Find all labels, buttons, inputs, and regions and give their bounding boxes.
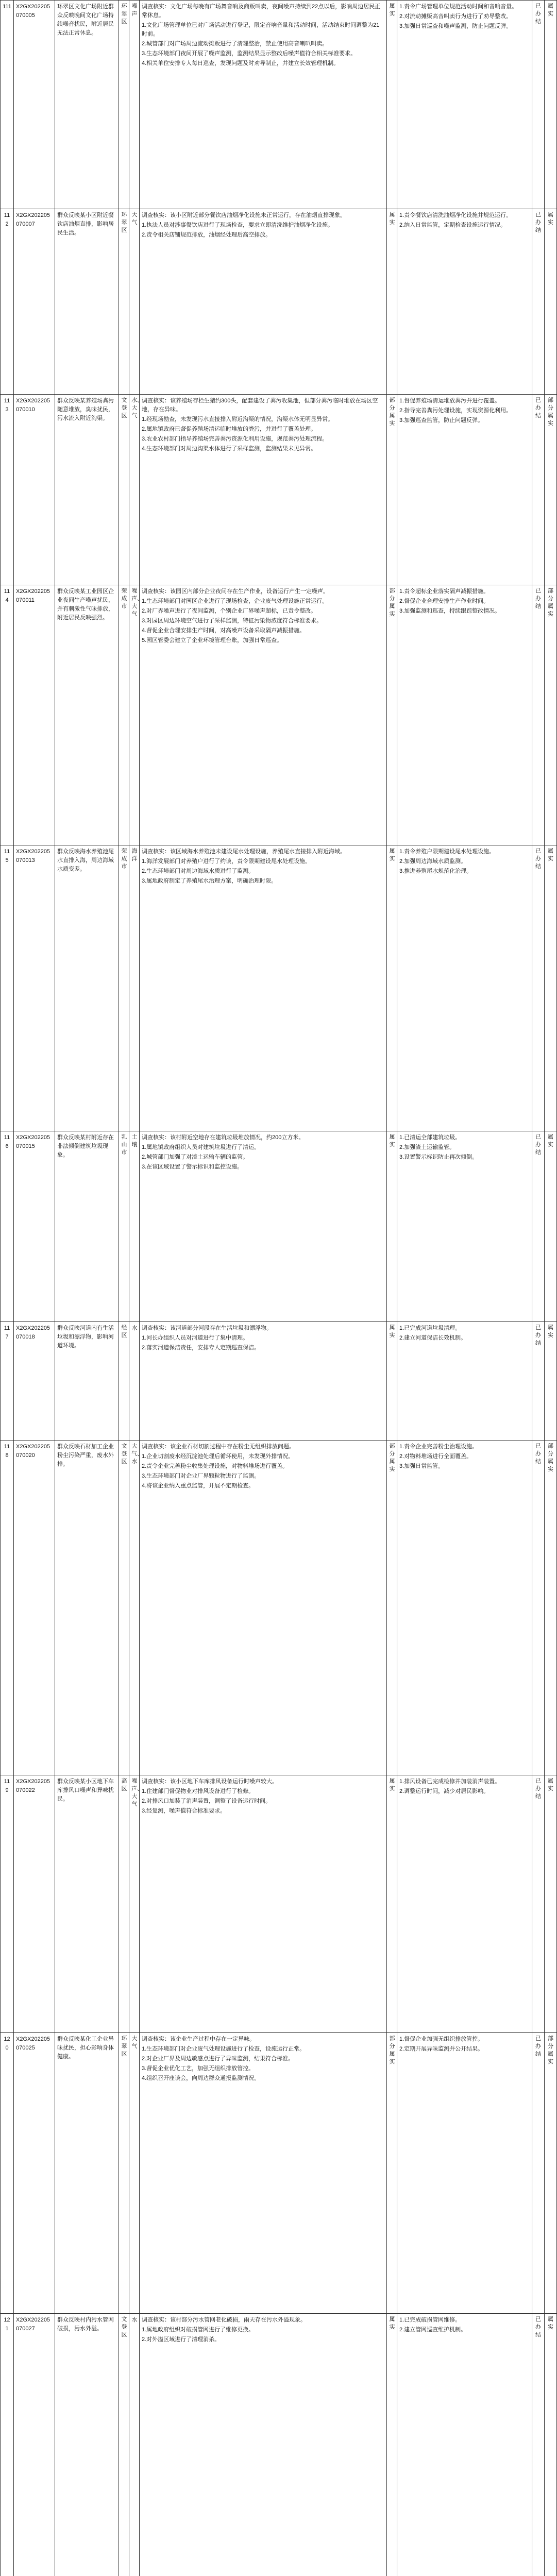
handling-result-paragraph: 2.指导完善粪污处理设施，实现资源化利用。: [399, 408, 512, 414]
accuracy-status: [545, 2314, 557, 2576]
pollution-type: [129, 395, 143, 585]
investigation-details-paragraph: 调查核实：该养殖场存栏生猪约300头，配套建设了粪污收集池，但部分粪污临时堆放在场区空地，存在异味。: [142, 398, 378, 413]
handling-result: [397, 209, 532, 395]
pollution-type: [129, 1131, 140, 1322]
accuracy-status: [545, 1, 557, 209]
investigation-details-paragraph: 4.将该企业纳入重点监管，开展不定期检查。: [142, 1483, 255, 1489]
accuracy-status: [545, 395, 557, 585]
handling-result-paragraph: 1.排风设备已完成检修并加装消声装置。: [399, 1778, 501, 1785]
row-number: 120: [1, 2033, 14, 2314]
investigation-details-paragraph: 调查核实：该园区内部分企业夜间存在生产作业，设备运行产生一定噪声。: [142, 588, 329, 595]
complaint-content: 群众反映河道内有生活垃圾和漂浮物，影响河道环境。: [55, 1322, 119, 1440]
investigation-details-paragraph: 2.城管部门加强了对渣土运输车辆的监管。: [142, 1154, 249, 1161]
district: [119, 1775, 129, 2033]
investigation-details-paragraph: 1.生态环境部门对园区企业进行了现场检查，企业废气处理设施正常运行。: [142, 598, 328, 605]
accuracy-status-text: 属实: [548, 3, 553, 17]
investigation-details-paragraph: 4.生态环境部门对周边沟渠水体进行了采样监测，监测结果未见异常。: [142, 446, 317, 452]
completion-status-text: 已办结: [535, 588, 541, 609]
pollution-type: [129, 2033, 140, 2314]
investigation-details: [140, 1131, 387, 1322]
investigation-details-paragraph: 调查核实：该区域海水养殖池未建设尾水处理设施，养殖尾水直接排入附近海域。: [142, 849, 346, 855]
investigation-details-paragraph: 3.生态环境部门对企业厂界颗粒物进行了监测。: [142, 1473, 260, 1480]
investigation-details-paragraph: 1.经现场勘查，未发现污水直接排入附近沟渠的情况，沟渠水体无明显异常。: [142, 416, 334, 423]
accuracy-status-text: 部分属实: [548, 2036, 553, 2065]
accuracy-status-text: 部分属实: [548, 397, 553, 427]
table-row: [1, 1131, 557, 1322]
pollution-type-text: 土壤: [131, 1134, 138, 1148]
row-number: 112: [1, 209, 14, 395]
pollution-type-text: 噪声、大气: [131, 1778, 143, 1807]
complaint-content: 环翠区文化广场附近群众反映晚间文化广场持续噪音扰民，附近居民无法正常休息。: [55, 1, 119, 209]
pollution-type-text: 大气: [131, 212, 138, 226]
handling-result-paragraph: 1.责令企业完善粉尘治理设施。: [399, 1444, 478, 1450]
investigation-details: [140, 2314, 387, 2576]
accuracy-status-text: 属实: [548, 848, 553, 862]
district: [119, 1440, 129, 1775]
verdict: [387, 1131, 397, 1322]
verdict-text: 部分属实: [389, 1443, 395, 1472]
handling-result: [397, 585, 532, 845]
handling-result-paragraph: 1.督促养殖场清运堆放粪污并进行覆盖。: [399, 398, 501, 404]
investigation-details-paragraph: 2.对企业厂界及周边敏感点进行了异味监测，结果符合标准。: [142, 2056, 294, 2062]
verdict-text: 属实: [389, 212, 395, 226]
completion-status-text: 已办结: [535, 2316, 541, 2338]
complaint-content: 群众反映某小区附近餐饮店油烟直排，影响居民生活。: [55, 209, 119, 395]
district-text: 文登区: [121, 397, 127, 419]
accuracy-status: [545, 845, 557, 1131]
district: [119, 209, 129, 395]
accuracy-status-text: 属实: [548, 2316, 553, 2330]
investigation-details-paragraph: 1.属地镇政府组织人员对建筑垃圾进行了清运。: [142, 1144, 260, 1151]
district-text: 环翠区: [121, 212, 127, 233]
table-row: [1, 209, 557, 395]
investigation-details-paragraph: 3.督促企业优化工艺，加强无组织排放管控。: [142, 2065, 255, 2072]
accuracy-status: [545, 209, 557, 395]
complaint-content: 群众反映海水养殖池尾水直排入海，周边海域水质变差。: [55, 845, 119, 1131]
accuracy-status-text: 部分属实: [548, 1443, 553, 1472]
handling-result: [397, 1775, 532, 2033]
table-row: [1, 845, 557, 1131]
pollution-type: [129, 1440, 143, 1775]
handling-result-paragraph: 3.推进养殖尾水规范化治理。: [399, 868, 472, 875]
row-number: 111: [1, 1, 14, 209]
completion-status: [532, 845, 545, 1131]
verdict-text: 部分属实: [389, 397, 395, 427]
handling-result-paragraph: 2.对流动摊贩高音叫卖行为进行了劝导整改。: [399, 13, 512, 20]
complaint-code: X2GX202205070010: [14, 395, 55, 585]
row-number: 119: [1, 1775, 14, 2033]
investigation-details-paragraph: 2.生态环境部门对周边海域水质进行了监测。: [142, 868, 255, 875]
investigation-details-paragraph: 调查核实：该小区地下车库排风设备运行时噪声较大。: [142, 1778, 278, 1785]
handling-result-paragraph: 2.建立河道保洁长效机制。: [399, 1335, 467, 1342]
district-text: 文登区: [121, 1443, 127, 1465]
investigation-details-paragraph: 2.责令企业完善粉尘收集处理设施，对物料堆场进行覆盖。: [142, 1463, 289, 1470]
district: [119, 2033, 129, 2314]
completion-status-text: 已办结: [535, 1134, 541, 1156]
district-text: 乳山市: [121, 1134, 127, 1156]
verdict: [387, 1775, 397, 2033]
pollution-type: [129, 1322, 140, 1440]
complaint-content: 群众反映村内污水管网破损，污水外溢。: [55, 2314, 119, 2576]
table-row: [1, 395, 557, 585]
accuracy-status-text: 部分属实: [548, 588, 553, 617]
district: [119, 585, 129, 845]
complaint-content: 群众反映某化工企业异味扰民，担心影响身体健康。: [55, 2033, 119, 2314]
verdict-text: 属实: [389, 3, 395, 17]
completion-status-text: 已办结: [535, 1778, 541, 1800]
verdict-text: 属实: [389, 1134, 395, 1148]
complaint-content: 群众反映某小区地下车库排风口噪声和异味扰民。: [55, 1775, 119, 2033]
verdict: [387, 845, 397, 1131]
table-row: [1, 1775, 557, 2033]
table-row: [1, 1, 557, 209]
investigation-details: [140, 845, 387, 1131]
pollution-type-text: 水、大气: [131, 397, 143, 419]
handling-result-paragraph: 1.已清运全部建筑垃圾。: [399, 1134, 461, 1141]
investigation-details-paragraph: 1.属地政府组织对破损管网进行了维修更换。: [142, 2327, 255, 2333]
verdict: [387, 585, 397, 845]
investigation-details-paragraph: 调查核实：该小区附近部分餐饮店油烟净化设施未正常运行，存在油烟直排现象。: [142, 212, 346, 218]
complaint-code: X2GX202205070025: [14, 2033, 55, 2314]
investigation-details: [140, 209, 387, 395]
table-body: [1, 1, 557, 2576]
district: [119, 1, 129, 209]
investigation-details-paragraph: 5.园区管委会建立了企业环境管理台账，加强日常巡查。: [142, 637, 283, 644]
accuracy-status: [545, 585, 557, 845]
completion-status: [532, 1775, 545, 2033]
verdict: [387, 1440, 397, 1775]
investigation-details-paragraph: 2.责令相关店铺规范排放，油烟经处理后高空排放。: [142, 232, 272, 239]
handling-result: [397, 1322, 532, 1440]
investigation-details: [140, 2033, 387, 2314]
investigation-details-paragraph: 2.对排风口加装了消声装置，调整了设备运行时间。: [142, 1798, 272, 1805]
completion-status-text: 已办结: [535, 848, 541, 870]
verdict: [387, 1, 397, 209]
investigation-details-paragraph: 2.城管部门对广场周边流动摊贩进行了清理整治，禁止使用高音喇叭叫卖。: [142, 41, 328, 47]
verdict-text: 属实: [389, 1778, 395, 1792]
row-number: 115: [1, 845, 14, 1131]
investigation-details-paragraph: 调查核实：该企业生产过程中存在一定异味。: [142, 2036, 255, 2042]
handling-result-paragraph: 1.督促企业加强无组织排放管控。: [399, 2036, 484, 2042]
district: [119, 1131, 129, 1322]
complaint-content: 群众反映某养殖场粪污随意堆放，臭味扰民，污水流入附近沟渠。: [55, 395, 119, 585]
handling-result-paragraph: 1.已完成破损管网维修。: [399, 2317, 461, 2323]
complaint-code: X2GX202205070013: [14, 845, 55, 1131]
handling-result: [397, 2314, 532, 2576]
verdict: [387, 395, 397, 585]
pollution-type: [129, 2314, 140, 2576]
pollution-type: [129, 845, 140, 1131]
district: [119, 1322, 129, 1440]
investigation-details-paragraph: 1.企业切割废水经沉淀池处理后循环使用，未发现外排情况。: [142, 1453, 294, 1460]
handling-result-paragraph: 3.加强日常监管。: [399, 1463, 444, 1470]
investigation-details: [140, 1775, 387, 2033]
investigation-details-paragraph: 调查核实：该河道部分河段存在生活垃圾和漂浮物。: [142, 1325, 272, 1331]
district: [119, 845, 129, 1131]
investigation-details-paragraph: 调查核实：该村附近空地存在建筑垃圾堆放情况，约200立方米。: [142, 1134, 305, 1141]
complaint-code: X2GX202205070005: [14, 1, 55, 209]
district-text: 荣成市: [121, 588, 127, 609]
district: [119, 395, 129, 585]
completion-status-text: 已办结: [535, 212, 541, 233]
handling-result: [397, 395, 532, 585]
pollution-type: [129, 1775, 143, 2033]
handling-result-paragraph: 2.对物料堆场进行全面覆盖。: [399, 1453, 472, 1460]
completion-status-text: 已办结: [535, 2036, 541, 2057]
handling-result-paragraph: 2.加强周边海域水质监测。: [399, 858, 467, 865]
complaint-code: X2GX202205070022: [14, 1775, 55, 2033]
completion-status: [532, 1, 545, 209]
handling-result-paragraph: 3.加强日常巡查和噪声监测，防止问题反弹。: [399, 23, 512, 30]
accuracy-status: [545, 1322, 557, 1440]
completion-status: [532, 395, 545, 585]
table-row: [1, 585, 557, 845]
investigation-details: [140, 1, 387, 209]
complaint-code: X2GX202205070027: [14, 2314, 55, 2576]
complaint-content: 群众反映石材加工企业粉尘污染严重，废水外排。: [55, 1440, 119, 1775]
complaint-code: X2GX202205070018: [14, 1322, 55, 1440]
investigation-details: [140, 395, 387, 585]
completion-status-text: 已办结: [535, 397, 541, 419]
complaint-code: X2GX202205070007: [14, 209, 55, 395]
pollution-type: [129, 585, 143, 845]
handling-result-paragraph: 2.督促企业合理安排生产作业时间。: [399, 598, 490, 605]
handling-result: [397, 1440, 532, 1775]
district-text: 经区: [121, 1325, 127, 1338]
district-text: 荣成市: [121, 848, 127, 870]
handling-result: [397, 845, 532, 1131]
handling-result-paragraph: 3.加强监测和巡查，持续跟踪整改情况。: [399, 608, 501, 615]
investigation-details-paragraph: 1.生态环境部门对企业废气处理设施进行了检查，设施运行正常。: [142, 2046, 306, 2053]
completion-status: [532, 2033, 545, 2314]
investigation-details-paragraph: 1.河长办组织人员对河道进行了集中清理。: [142, 1335, 249, 1342]
completion-status-text: 已办结: [535, 1325, 541, 1346]
verdict: [387, 209, 397, 395]
pollution-type: [129, 1, 140, 209]
handling-result-paragraph: 1.责令餐饮店清洗油烟净化设施并规范运行。: [399, 212, 512, 218]
completion-status: [532, 585, 545, 845]
table-row: [1, 1440, 557, 1775]
completion-status: [532, 1440, 545, 1775]
completion-status: [532, 1322, 545, 1440]
row-number: 118: [1, 1440, 14, 1775]
complaint-code: X2GX202205070015: [14, 1131, 55, 1322]
row-number: 121: [1, 2314, 14, 2576]
investigation-details-paragraph: 4.相关单位安排专人每日巡查，发现问题及时劝导制止，并建立长效管理机制。: [142, 60, 340, 67]
handling-result-paragraph: 1.责令广场管理单位规范活动时间和音响音量。: [399, 4, 518, 10]
investigation-details: [140, 585, 387, 845]
verdict-text: 属实: [389, 848, 395, 862]
investigation-details-paragraph: 2.对外溢区域进行了清理消杀。: [142, 2336, 221, 2343]
investigation-details-paragraph: 2.对厂界噪声进行了夜间监测，个别企业厂界噪声超标，已责令整改。: [142, 608, 317, 615]
pollution-type-text: 水: [131, 2317, 138, 2323]
verdict-text: 属实: [389, 1325, 395, 1338]
table-row: [1, 1322, 557, 1440]
row-number: 116: [1, 1131, 14, 1322]
handling-result: [397, 2033, 532, 2314]
handling-result-paragraph: 2.纳入日常监管，定期检查设施运行情况。: [399, 222, 507, 229]
row-number: 114: [1, 585, 14, 845]
district-text: 高区: [121, 1778, 127, 1792]
accuracy-status-text: 属实: [548, 212, 553, 226]
accuracy-status-text: 属实: [548, 1325, 553, 1338]
district: [119, 2314, 129, 2576]
completion-status: [532, 2314, 545, 2576]
accuracy-status-text: 属实: [548, 1134, 553, 1148]
pollution-type-text: 噪声: [131, 3, 138, 17]
investigation-details-paragraph: 2.落实河道保洁责任，安排专人定期巡查保洁。: [142, 1345, 260, 1351]
verdict: [387, 1322, 397, 1440]
complaint-code: X2GX202205070011: [14, 585, 55, 845]
investigation-details-paragraph: 1.文化广场管理单位已对广场活动进行登记，限定音响音量和活动时间，活动结束时间调整为21时前。: [142, 22, 380, 38]
district-text: 环翠区: [121, 3, 127, 25]
pollution-type-text: 大气: [131, 2036, 138, 2049]
handling-result-paragraph: 2.定期开展异味监测并公开结果。: [399, 2046, 484, 2053]
investigation-details-paragraph: 4.督促企业合理安排生产时间，对高噪声设备采取隔声减振措施。: [142, 628, 306, 634]
handling-result-paragraph: 3.设置警示标识防止再次倾倒。: [399, 1154, 478, 1161]
accuracy-status-text: 属实: [548, 1778, 553, 1792]
investigation-details-paragraph: 3.生态环境部门夜间开展了噪声监测，监测结果显示整改后噪声值符合相关标准要求。: [142, 50, 357, 57]
pollution-type: [129, 209, 140, 395]
pollution-type-text: 海洋: [131, 848, 138, 862]
accuracy-status: [545, 1775, 557, 2033]
completion-status-text: 已办结: [535, 1443, 541, 1465]
pollution-type-text: 大气、水: [131, 1443, 143, 1465]
investigation-details-paragraph: 调查核实：该村部分污水管网老化破损，雨天存在污水外溢现象。: [142, 2317, 306, 2323]
verdict-text: 部分属实: [389, 588, 395, 617]
completion-status: [532, 209, 545, 395]
complaint-content: 群众反映某村附近存在非法倾倒建筑垃圾现象。: [55, 1131, 119, 1322]
investigation-details-paragraph: 4.组织召开座谈会，向周边群众通报监测情况。: [142, 2075, 260, 2082]
verdict: [387, 2314, 397, 2576]
investigation-details-paragraph: 3.农业农村部门指导养殖场完善粪污资源化利用设施，规范粪污处理流程。: [142, 436, 328, 443]
investigation-details-paragraph: 调查核实：该企业石材切割过程中存在粉尘无组织排放问题。: [142, 1444, 295, 1450]
completion-status-text: 已办结: [535, 3, 541, 25]
investigation-details: [140, 1322, 387, 1440]
verdict-text: 属实: [389, 2316, 395, 2330]
verdict: [387, 2033, 397, 2314]
table-row: [1, 2033, 557, 2314]
handling-result-paragraph: 2.调整运行时间，减少对居民影响。: [399, 1788, 490, 1795]
investigation-details-paragraph: 3.属地政府制定了养殖尾水治理方案，明确治理时限。: [142, 878, 277, 885]
handling-result-paragraph: 1.责令养殖户限期建设尾水处理设施。: [399, 849, 495, 855]
pollution-type-text: 噪声、大气: [131, 588, 143, 617]
investigation-details-paragraph: 1.执法人员对涉事餐饮店进行了现场检查，要求立即清洗维护油烟净化设施。: [142, 222, 334, 229]
handling-result-paragraph: 2.加强渣土运输监管。: [399, 1144, 455, 1151]
accuracy-status: [545, 2033, 557, 2314]
investigation-details-paragraph: 1.海洋发展部门对养殖户进行了约谈，责令限期建设尾水处理设施。: [142, 858, 311, 865]
handling-result: [397, 1, 532, 209]
investigation-details: [140, 1440, 387, 1775]
complaint-code: X2GX202205070020: [14, 1440, 55, 1775]
handling-result: [397, 1131, 532, 1322]
row-number: 113: [1, 395, 14, 585]
verdict-text: 部分属实: [389, 2036, 395, 2065]
handling-result-paragraph: 2.建立管网巡查维护机制。: [399, 2327, 467, 2333]
district-text: 环翠区: [121, 2036, 127, 2057]
pollution-type-text: 水: [131, 1325, 138, 1331]
handling-result-paragraph: 1.责令超标企业落实隔声减振措施。: [399, 588, 490, 595]
row-number: 117: [1, 1322, 14, 1440]
investigation-details-paragraph: 调查核实：文化广场每晚有广场舞音响及商贩叫卖，夜间噪声持续到22点以后，影响周边居民正常休息。: [142, 4, 381, 19]
accuracy-status: [545, 1440, 557, 1775]
investigation-details-paragraph: 2.属地镇政府已督促养殖场清运临时堆放的粪污，并进行了覆盖处理。: [142, 426, 317, 433]
investigation-details-paragraph: 3.经复测，噪声值符合标准要求。: [142, 1808, 226, 1815]
table-row: [1, 2314, 557, 2576]
complaint-content: 群众反映某工业园区企业夜间生产噪声扰民，并有刺激性气味排放，附近居民反映强烈。: [55, 585, 119, 845]
investigation-details-paragraph: 1.住建部门督促物业对排风设备进行了检修。: [142, 1788, 255, 1795]
completion-status: [532, 1131, 545, 1322]
handling-result-paragraph: 3.加强巡查监管，防止问题反弹。: [399, 417, 484, 424]
district-text: 文登区: [121, 2316, 127, 2338]
investigation-details-paragraph: 3.在该区域设置了警示标识和监控设施。: [142, 1164, 243, 1171]
investigation-details-paragraph: 3.对园区周边环境空气进行了采样监测，特征污染物浓度符合标准要求。: [142, 618, 323, 624]
accuracy-status: [545, 1131, 557, 1322]
handling-result-paragraph: 1.已完成河道垃圾清理。: [399, 1325, 461, 1331]
